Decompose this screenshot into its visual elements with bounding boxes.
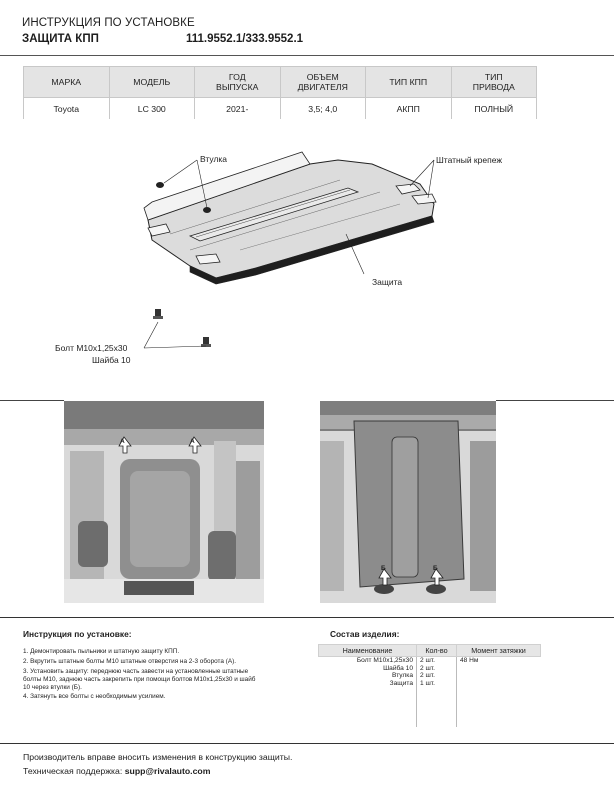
part-name: Шайба 10 bbox=[319, 665, 417, 673]
section-divider bbox=[0, 617, 614, 618]
bushing-part bbox=[156, 182, 164, 188]
parts-title: Состав изделия: bbox=[330, 629, 400, 639]
spec-year: 2021- bbox=[195, 98, 281, 120]
vehicle-spec-table bbox=[23, 66, 537, 119]
callout-bolt: Болт М10х1,25х30 bbox=[55, 343, 128, 353]
parts-table bbox=[318, 644, 541, 727]
part-qty: 2 шт. bbox=[417, 657, 457, 665]
document-subtitle: ЗАЩИТА КПП bbox=[22, 33, 99, 45]
skid-plate-illustration bbox=[144, 152, 436, 284]
part-torque bbox=[457, 680, 541, 727]
part-name: Втулка bbox=[319, 672, 417, 680]
part-qty: 2 шт. bbox=[417, 672, 457, 680]
support-label: Техническая поддержка: bbox=[23, 766, 125, 776]
callout-washer: Шайба 10 bbox=[92, 355, 131, 365]
bolt-washer-part bbox=[153, 309, 211, 347]
table-row bbox=[319, 672, 541, 680]
spec-header-year bbox=[195, 67, 281, 98]
spec-gearbox: АКПП bbox=[366, 98, 452, 120]
spec-header-label: ТИП КПП bbox=[389, 77, 428, 87]
spec-engine: 3,5; 4,0 bbox=[280, 98, 366, 120]
guard-assembly-drawing bbox=[40, 138, 560, 378]
spec-value-row bbox=[24, 98, 537, 120]
photo-marker-b-right: Б bbox=[433, 565, 438, 572]
instruction-step: 1. Демонтировать пыльники и штатную защиту КПП. bbox=[23, 648, 180, 655]
spec-header-label: МАРКА bbox=[51, 77, 82, 87]
callout-standard-fastener: Штатный крепеж bbox=[436, 155, 503, 165]
callout-guard: Защита bbox=[372, 277, 403, 287]
spec-header-row bbox=[24, 67, 537, 98]
part-qty: 2 шт. bbox=[417, 665, 457, 673]
instruction-step: 10 через втулки (Б). bbox=[23, 684, 82, 691]
table-row bbox=[319, 657, 541, 665]
parts-header-torque: Момент затяжки bbox=[457, 645, 541, 657]
footer-disclaimer: Производитель вправе вносить изменения в конструкцию защиты. bbox=[23, 752, 293, 762]
spec-header-drive bbox=[451, 67, 537, 98]
spec-header-label: ТИП ПРИВОДА bbox=[472, 72, 515, 92]
callout-bushing: Втулка bbox=[200, 154, 228, 164]
parts-header-row bbox=[319, 645, 541, 657]
spec-header-gearbox bbox=[366, 67, 452, 98]
photo-divider-left bbox=[0, 400, 64, 401]
parts-header-qty: Кол-во bbox=[417, 645, 457, 657]
photo-after-install bbox=[320, 401, 496, 603]
part-name: Защита bbox=[319, 680, 417, 727]
header-divider bbox=[0, 55, 614, 56]
spec-header-engine bbox=[280, 67, 366, 98]
part-qty: 1 шт. bbox=[417, 680, 457, 727]
part-torque bbox=[457, 665, 541, 673]
instruction-step: болты М10, заднюю часть закрепить при помощи болтов М10х1,25х30 и шайб bbox=[23, 676, 256, 683]
photo-divider-right bbox=[496, 400, 614, 401]
part-name: Болт М10х1,25х30 bbox=[319, 657, 417, 665]
parts-header-name: Наименование bbox=[319, 645, 417, 657]
instructions-title: Инструкция по установке: bbox=[23, 629, 132, 639]
document-title: ИНСТРУКЦИЯ ПО УСТАНОВКЕ bbox=[22, 17, 195, 29]
footer-divider bbox=[0, 743, 614, 744]
table-row bbox=[319, 680, 541, 727]
spec-header-label: ГОД ВЫПУСКА bbox=[216, 72, 259, 92]
spec-drive: ПОЛНЫЙ bbox=[451, 98, 537, 120]
spec-header-label: ОБЪЕМ ДВИГАТЕЛЯ bbox=[297, 72, 348, 92]
instruction-step: 4. Затянуть все болты с необходимым усилием. bbox=[23, 693, 166, 700]
part-codes: 111.9552.1/333.9552.1 bbox=[186, 33, 304, 45]
spec-make: Toyota bbox=[24, 98, 110, 120]
footer-support bbox=[23, 766, 210, 776]
photo-marker-a-right: А bbox=[190, 438, 195, 445]
support-email-link[interactable]: supp@rivalauto.com bbox=[124, 766, 211, 776]
part-torque: 48 Нм bbox=[460, 657, 479, 664]
part-torque bbox=[457, 672, 541, 680]
instruction-step: 3. Установить защиту: переднюю часть завести на установленные штатные bbox=[23, 668, 249, 675]
instruction-step: 2. Вкрутить штатные болты М10 штатные отверстия на 2-3 оборота (А). bbox=[23, 658, 237, 665]
spec-model: LC 300 bbox=[109, 98, 195, 120]
spec-header-make bbox=[24, 67, 110, 98]
photo-marker-a-left: А bbox=[120, 438, 125, 445]
spec-header-label: МОДЕЛЬ bbox=[133, 77, 171, 87]
photo-marker-b-left: Б bbox=[381, 565, 386, 572]
table-row bbox=[319, 665, 541, 673]
spec-header-model bbox=[109, 67, 195, 98]
photo-before-install bbox=[64, 401, 264, 603]
